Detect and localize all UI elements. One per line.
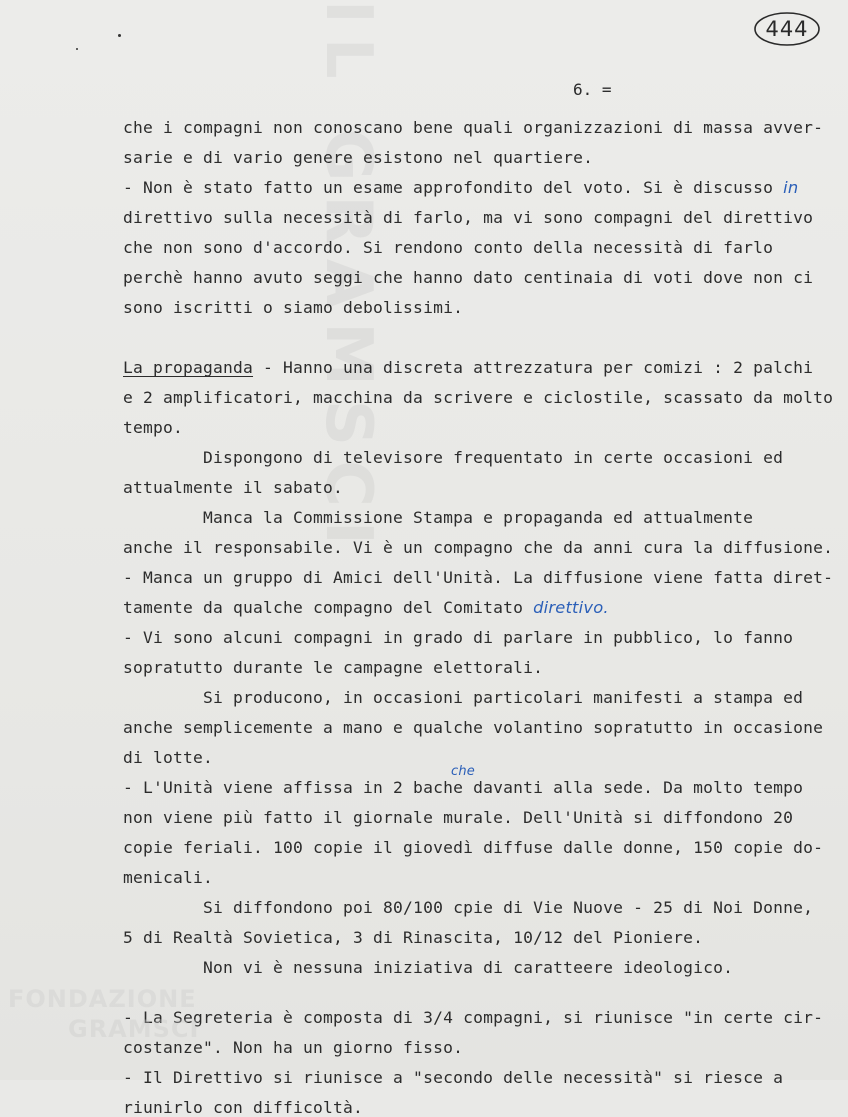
- page-number: 6. =: [573, 80, 612, 99]
- section-heading: La propaganda: [123, 358, 254, 377]
- line-text: costanze". Non ha un giorno fisso.: [123, 1038, 464, 1057]
- logo-line: GRAMSCI: [68, 1015, 200, 1043]
- text-line: [123, 628, 793, 647]
- line-text: - Manca un gruppo di Amici dell'Unità. La diffusione viene fatta diret-: [123, 568, 834, 587]
- line-text: e 2 amplificatori, macchina da scrivere e ciclostile, scassato da molto: [123, 388, 834, 407]
- line-text: che non sono d'accordo. Si rendono conto della necessità di farlo: [123, 238, 774, 257]
- line-text: tempo.: [123, 418, 184, 437]
- paper-speck: [118, 34, 121, 37]
- line-text: Non vi è nessuna iniziativa di caratteere ideologico.: [123, 958, 734, 977]
- line-text: anche il responsabile. Vi è un compagno che da anni cura la diffusione.: [123, 538, 834, 557]
- line-text: - La Segreteria è composta di 3/4 compagni, si riunisce "in certe cir-: [123, 1008, 824, 1027]
- archive-number: 444: [765, 17, 809, 41]
- text-line: [123, 148, 593, 167]
- line-text: 5 di Realtà Sovietica, 3 di Rinascita, 10/12 del Pioniere.: [123, 928, 704, 947]
- text-line: [123, 748, 213, 767]
- text-line: [123, 928, 703, 947]
- text-line: [123, 238, 773, 257]
- line-text: sono iscritti o siamo debolissimi.: [123, 298, 464, 317]
- text-line: [123, 358, 813, 377]
- text-line: [123, 688, 803, 707]
- text-line: [123, 764, 804, 797]
- text-line: [123, 418, 183, 437]
- text-line: [123, 268, 813, 287]
- text-line: [123, 298, 463, 317]
- line-text: - L'Unità viene affissa in 2 bache davanti alla sede. Da molto tempo: [123, 778, 804, 797]
- text-line: [123, 568, 833, 587]
- line-text: di lotte.: [123, 748, 214, 767]
- archive-number-stamp: [752, 10, 822, 48]
- line-text: Manca la Commissione Stampa e propaganda ed attualmente: [123, 508, 754, 527]
- line-text: - Vi sono alcuni compagni in grado di parlare in pubblico, lo fanno: [123, 628, 794, 647]
- text-line: [123, 868, 213, 887]
- text-line: [123, 118, 823, 137]
- text-line: [123, 448, 783, 467]
- text-line: [123, 658, 543, 677]
- text-line: [123, 898, 813, 917]
- line-text: anche semplicemente a mano e qualche volantino sopratutto in occasione: [123, 718, 824, 737]
- text-line: [123, 1098, 363, 1117]
- line-text: Si producono, in occasioni particolari manifesti a stampa ed: [123, 688, 804, 707]
- line-text: sopratutto durante le campagne elettorali.: [123, 658, 544, 677]
- text-line: [123, 478, 343, 497]
- paper-speck: [76, 48, 78, 50]
- line-text: menicali.: [123, 868, 214, 887]
- line-text: tamente da qualche compagno del Comitato: [123, 598, 534, 617]
- handwritten-annotation: direttivo.: [533, 598, 609, 617]
- text-line: [123, 178, 798, 197]
- text-line: [123, 388, 833, 407]
- text-line: [123, 838, 823, 857]
- line-text: direttivo sulla necessità di farlo, ma vi sono compagni del direttivo: [123, 208, 814, 227]
- text-line: [123, 718, 823, 737]
- line-text: non viene più fatto il giornale murale. Dell'Unità si diffondono 20: [123, 808, 794, 827]
- line-text: perchè hanno avuto seggi che hanno dato centinaia di voti dove non ci: [123, 268, 814, 287]
- text-line: [123, 1068, 783, 1087]
- text-line: [123, 808, 793, 827]
- line-text: copie feriali. 100 copie il giovedì diffuse dalle donne, 150 copie do-: [123, 838, 824, 857]
- line-text: - Il Direttivo si riunisce a "secondo delle necessità" si riesce a: [123, 1068, 784, 1087]
- logo-line: FONDAZIONE: [8, 985, 197, 1013]
- text-line: [123, 208, 813, 227]
- text-line: [123, 508, 753, 527]
- line-text: attualmente il sabato.: [123, 478, 344, 497]
- background-watermark: IL GRAMSCI: [311, 0, 385, 559]
- text-line: [123, 538, 833, 557]
- line-text: Si diffondono poi 80/100 cpie di Vie Nuove - 25 di Noi Donne,: [123, 898, 814, 917]
- text-line: [123, 958, 733, 977]
- line-text: - Non è stato fatto un esame approfondito del voto. Si è discusso: [123, 178, 784, 197]
- line-text: Dispongono di televisore frequentato in certe occasioni ed: [123, 448, 784, 467]
- line-text: - Hanno una discreta attrezzatura per comizi : 2 palchi: [253, 358, 814, 377]
- hand-drawn-circle-icon: [752, 10, 822, 48]
- text-line: [123, 598, 609, 617]
- text-line: [123, 1008, 823, 1027]
- line-text: riunirlo con difficoltà.: [123, 1098, 364, 1117]
- line-text: che i compagni non conoscano bene quali organizzazioni di massa avver-: [123, 118, 824, 137]
- handwritten-annotation: in: [783, 178, 799, 197]
- fondazione-gramsci-logo: [8, 985, 200, 1065]
- line-text: sarie e di vario genere esistono nel quartiere.: [123, 148, 594, 167]
- handwritten-insertion: che: [451, 764, 475, 779]
